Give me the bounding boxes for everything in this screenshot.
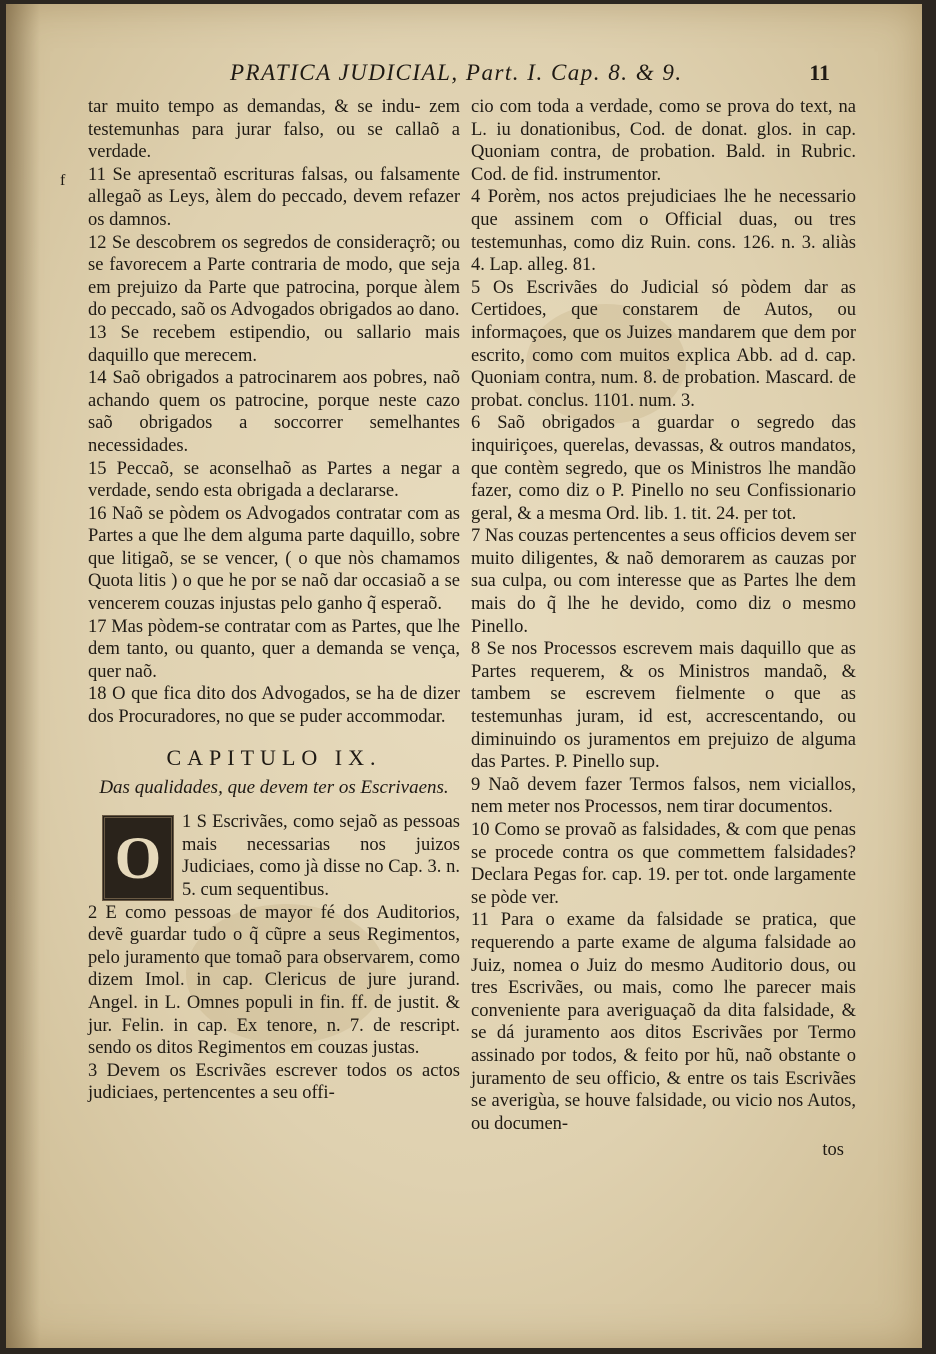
- paragraph: 2 E como pessoas de mayor fé dos Auditorios, devẽ guardar tudo o q̃ cũpre a seus Regimentos, pelo juramento que tomaõ para observarem, como dizem Imol. in cap. Clericus de jure jurand. Angel. in L. Omnes populi in fin. ff. de justit. & jur. Felin. in cap. Ex tenore, n. 7. de rescript. sendo os ditos Regimentos em couzas justas.: [88, 902, 460, 1059]
- right-column: [471, 96, 856, 1160]
- chapter-title: CAPITULO IX.: [166, 744, 382, 770]
- binding-gutter: [6, 4, 40, 1348]
- catchword: tos: [822, 1139, 844, 1160]
- page-header: [6, 56, 922, 90]
- chapter-opening: [88, 811, 460, 901]
- paragraph: 6 Saõ obrigados a guardar o segredo das inquiriçoes, querelas, devassas, & outros mandatos, que contèm segredo, que os Ministros lhe mandão fazer, como diz o P. Pinello no seu Confissionario geral, & a mesma Ord. lib. 1. tit. 24. per tot.: [471, 413, 856, 524]
- paragraph: 18 O que fica dito dos Advogados, se ha de dizer dos Procuradores, no que se puder accommodar.: [88, 684, 460, 728]
- left-column: [88, 96, 460, 1105]
- paragraph: 15 Peccaõ, se aconselhaõ as Partes a negar a verdade, sendo esta obrigada a declararse.: [88, 458, 460, 502]
- paragraph: cio com toda a verdade, como se prova do text, na L. iu donationibus, Cod. de donat. glos. in cap. Quoniam contra, de probation. Bald. in Rubric. Cod. de fid. instrumentor.: [471, 97, 856, 185]
- book-page: [6, 4, 922, 1348]
- decorated-initial: O: [102, 815, 174, 901]
- margin-mark: f: [60, 172, 66, 189]
- paragraph: tar muito tempo as demandas, & se indu- zem testemunhas para jurar falso, ou se callaõ a verdade.: [88, 97, 460, 163]
- paragraph: 8 Se nos Processos escrevem mais daquillo que as Partes requerem, & os Ministros mandaõ, & tambem se escrevem fielmente o que as testemunhas juram, id est, accrescentando, ou diminuindo os juramentos em prejuizo de alguma das Partes. P. Pinello sup.: [471, 639, 856, 773]
- paragraph: 9 Naõ devem fazer Termos falsos, nem viciallos, nem meter nos Processos, nem tirar documentos.: [471, 774, 856, 818]
- paragraph: 17 Mas pòdem-se contratar com as Partes, que lhe dem tanto, ou quanto, quer a demanda se vença, quer naõ.: [88, 616, 460, 682]
- paragraph: 13 Se recebem estipendio, ou sallario mais daquillo que merecem.: [88, 322, 460, 366]
- paragraph: 11 Se apresentaõ escrituras falsas, ou falsamente allegaõ as Leys, àlem do peccado, devem refazer os damnos.: [88, 164, 460, 230]
- paragraph: 12 Se descobrem os segredos de consideraçrõ; ou se favorecem a Parte contraria de modo, que seja em prejuizo da Parte que patrocina, porque àlem do peccado, saõ os Advogados obrigados ao dano.: [88, 232, 460, 321]
- page-number: 11: [809, 60, 830, 85]
- paragraph: 4 Porèm, nos actos prejudiciaes lhe he necessario que assinem com o Official duas, ou tres testemunhas, como diz Ruin. cons. 126. n. 3. aliàs 4. Lap. alleg. 81.: [471, 187, 856, 276]
- paragraph: 11 Para o exame da falsidade se pratica, que requerendo a parte exame de alguma falsidade ao Juiz, nomea o Juiz do mesmo Auditorio dous, ou tres Escrivães, ou mais, como lhe parecer mais conveniente para averiguaçaõ da dita falsidade, & se dá juramento aos ditos Escrivães por Termo assinado por todos, & feito por hũ, naõ obstante o juramento de seu officio, & entre os tais Escrivães se averigùa, se houve falsidade, ou vicio nos Autos, ou documen-: [471, 910, 856, 1134]
- paragraph: 16 Naõ se pòdem os Advogados contratar com as Partes a que lhe dem alguma parte daquillo, sobre que litigaõ, se se vencer, ( o que nòs chamamos Quota litis ) o que he por se naõ dar occasiaõ a se vencerem couzas injustas pelo ganho q̃ esperaõ.: [88, 503, 460, 615]
- paragraph: 10 Como se provaõ as falsidades, & com que penas se procede contra os que commettem falsidades? Declara Pegas for. cap. 19. per tot. onde largamente se pòde ver.: [471, 820, 856, 908]
- paragraph: 1 S Escrivães, como sejaõ as pessoas mais necessarias nos juizos Judiciaes, como jà disse no Cap. 3. n. 5. cum sequentibus.: [182, 812, 460, 900]
- running-title: PRATICA JUDICIAL, Part. I. Cap. 8. & 9.: [230, 60, 683, 85]
- paragraph: 7 Nas couzas pertencentes a seus officios devem ser muito diligentes, & naõ demorarem as cauzas por sua culpa, ou com interesse que as Partes lhe dem mais do q̃ lhe he devido, como diz o mesmo Pinello.: [471, 526, 856, 637]
- paragraph: 5 Os Escrivães do Judicial só pòdem dar as Certidoes, que constarem de Autos, ou informaçoes, que os Juizes mandarem que dem por escrito, como com muitos explica Abb. ad d. cap. Quoniam contra, num. 8. de probation. Mascard. de probat. conclus. 1101. num. 3.: [471, 277, 856, 411]
- chapter-subtitle: Das qualidades, que devem ter os Escrivaens.: [99, 777, 449, 799]
- paragraph: 3 Devem os Escrivães escrever todos os actos judiciaes, pertencentes a seu offi-: [88, 1060, 460, 1104]
- paragraph: 14 Saõ obrigados a patrocinarem aos pobres, naõ achando quem os patrocine, porque neste cazo saõ obrigados a soccorrer semelhantes necessidades.: [88, 368, 460, 456]
